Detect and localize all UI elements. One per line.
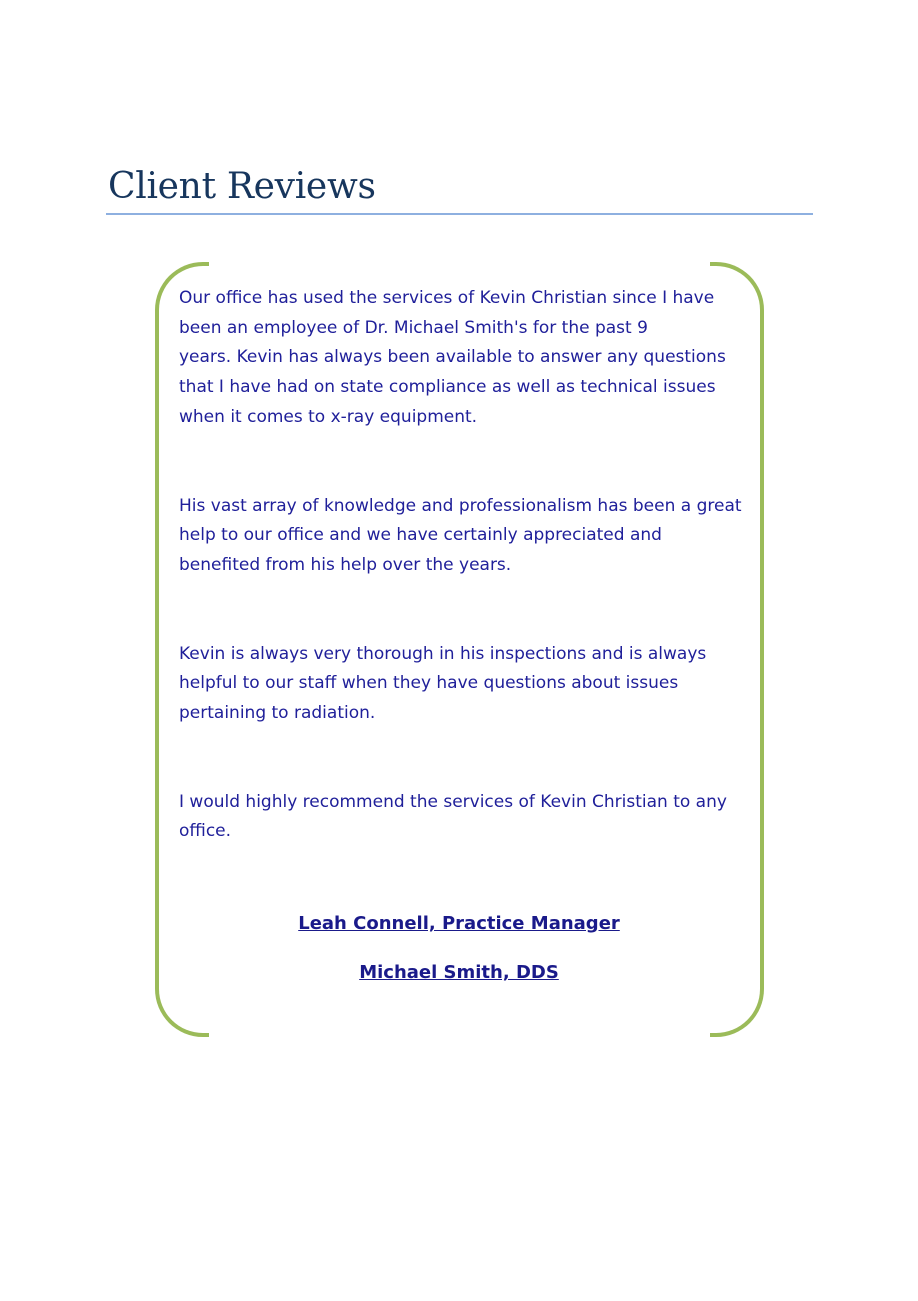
page-title: Client Reviews	[108, 166, 376, 207]
review-paragraph-4: I would highly recommend the services of Kevin Christian to any office.	[179, 791, 727, 842]
signature-practice-manager: Leah Connell, Practice Manager	[298, 913, 620, 934]
review-paragraph-1: Our office has used the services of Kevin Christian since I have been an employee of Dr. Michael Smith's for the past 9 years. Kevin has always been available to answer any questions that I have had on state compliance as well as technical issues when it comes to x-ray equipment.	[179, 288, 726, 427]
signature-dds: Michael Smith, DDS	[359, 962, 559, 983]
review-paragraph-2: His vast array of knowledge and professionalism has been a great help to our office and we have certainly appreciated and benefited from his help over the years.	[179, 495, 742, 575]
title-divider	[106, 213, 813, 215]
review-text	[179, 284, 749, 906]
review-paragraph-3: Kevin is always very thorough in his inspections and is always helpful to our staff when they have questions about issues pertaining to radiation.	[179, 643, 707, 724]
